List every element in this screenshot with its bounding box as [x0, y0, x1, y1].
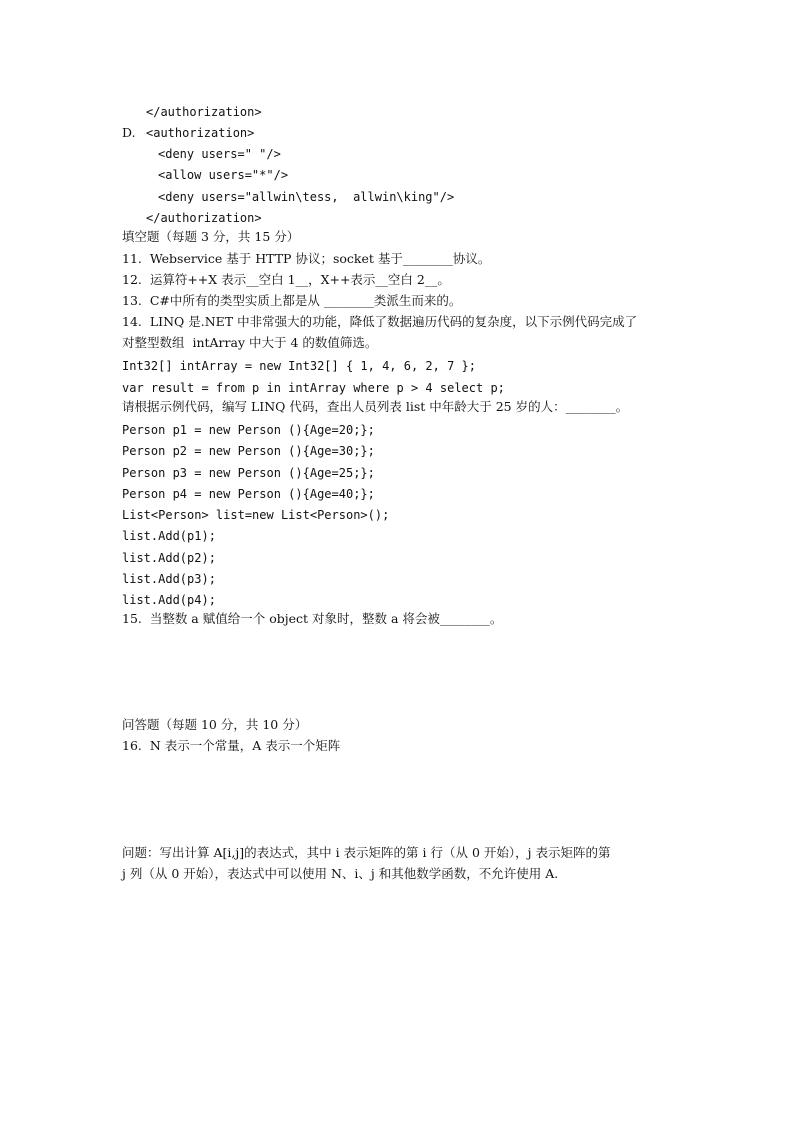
option-d-line2: <allow users="*"/>	[158, 168, 289, 182]
question-15: 15. 当整数 a 赋值给一个 object 对象时，整数 a 将会被________。	[122, 611, 503, 626]
code-line-8: list.Add(p1);	[122, 529, 216, 543]
problem-line1: 问题：写出计算 A[i,j]的表达式，其中 i 表示矩阵的第 i 行（从 0 开始），j 表示矩阵的第	[122, 845, 611, 860]
code-line-5: Person p3 = new Person (){Age=25;};	[122, 466, 375, 480]
code-line-4: Person p2 = new Person (){Age=30;};	[122, 444, 375, 458]
code-line-10: list.Add(p3);	[122, 572, 216, 586]
code-line-9: list.Add(p2);	[122, 551, 216, 565]
fill-section-heading: 填空题（每题 3 分，共 15 分）	[122, 229, 300, 244]
question-14-line2: 对整型数组 intArray 中大于 4 的数值筛选。	[122, 335, 378, 350]
option-d-label: D.	[122, 125, 136, 140]
option-d-close-tag: </authorization>	[146, 211, 262, 225]
option-c-close-tag: </authorization>	[146, 105, 262, 119]
code-line-6: Person p4 = new Person (){Age=40;};	[122, 487, 375, 501]
option-d-line3: <deny users="allwin\tess, allwin\king"/>	[158, 190, 455, 204]
qa-section-heading: 问答题（每题 10 分，共 10 分）	[122, 717, 308, 732]
question-14-line1: 14. LINQ 是.NET 中非常强大的功能，降低了数据遍历代码的复杂度，以下示例代码完成了	[122, 314, 638, 329]
code-line-1: Int32[] intArray = new Int32[] { 1, 4, 6, 2, 7 };	[122, 359, 477, 373]
code-line-3: Person p1 = new Person (){Age=20;};	[122, 423, 375, 437]
problem-line2: j 列（从 0 开始），表达式中可以使用 N、i、j 和其他数学函数，不允许使用 A.	[122, 866, 559, 881]
question-14-ask: 请根据示例代码，编写 LINQ 代码，查出人员列表 list 中年龄大于 25 岁的人：________。	[122, 399, 629, 414]
code-line-7: List<Person> list=new List<Person>();	[122, 508, 390, 522]
question-13: 13. C#中所有的类型实质上都是从 ________类派生而来的。	[122, 293, 462, 308]
code-line-2: var result = from p in intArray where p > 4 select p;	[122, 381, 505, 395]
option-d-open-tag: <authorization>	[146, 126, 255, 140]
option-d-line1: <deny users=" "/>	[158, 147, 281, 161]
question-11: 11. Webservice 基于 HTTP 协议；socket 基于________协议。	[122, 251, 491, 266]
code-line-11: list.Add(p4);	[122, 593, 216, 607]
question-16: 16. N 表示一个常量，A 表示一个矩阵	[122, 738, 341, 753]
question-12: 12. 运算符++X 表示__空白 1__，X++表示__空白 2__。	[122, 272, 450, 287]
